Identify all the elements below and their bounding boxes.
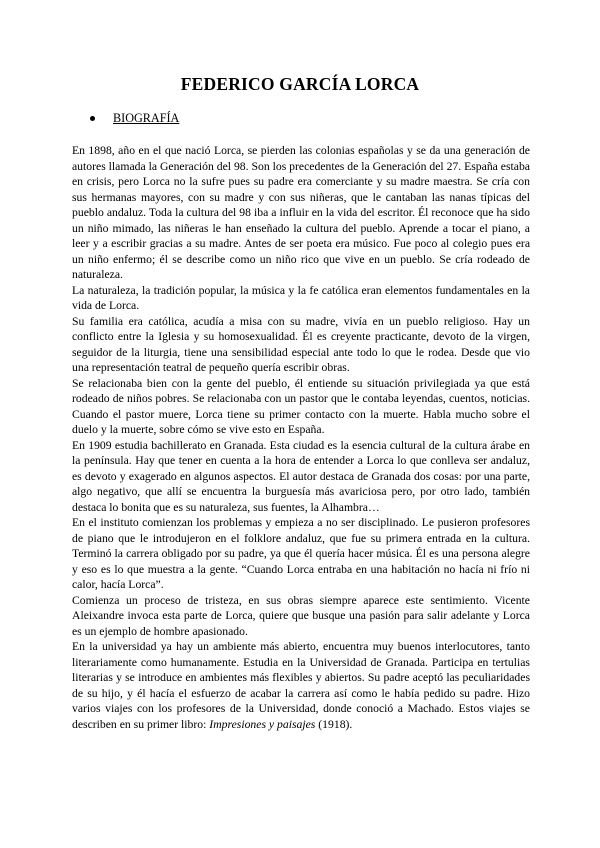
paragraph-text: En la universidad ya hay un ambiente más abierto, encuentra muy buenos interlocutores, tanto literariamente como humanamente. Estudia en la Universidad de Granada. Participa en tertulias literarias y se introduce en ambientes más flexibles y abiertos. Su padre aceptó las peculiaridades de su hijo, y él hacía el esfuerzo de acabar la carrera así como le había pedido su padre. Hizo varios viajes con los profesores de la Universidad, donde conoció a Machado. Estos viajes se describen en su primer libro: [72, 640, 530, 731]
paragraph: En 1898, año en el que nació Lorca, se pierden las colonias españolas y se da una generación de autores llamada la Generación del 98. Son los precedentes de la Generación del 27. España estaba en crisis, pero Lorca no la sufre pues su padre era comerciante y su madre maestra. Se cría con sus hermanas mayores, con su madre y con sus niñeras, que le cantaban las nanas típicas del pueblo andaluz. Toda la cultura del 98 iba a influir en la vida del escritor. Él reconoce que ha sido un niño mimado, las niñeras le han enseñado la cultura del pueblo. Aprende a tocar el piano, a leer y a escribir gracias a su madre. Antes de ser poeta era músico. Fue poco al colegio pues era un niño enfermo; él se describe como un niño rico que vive en un pueblo. Se cría rodeado de naturaleza. [72, 144, 530, 281]
book-year: (1918). [315, 717, 353, 731]
page-title: FEDERICO GARCÍA LORCA [180, 74, 420, 94]
paragraph: Su familia era católica, acudía a misa con su madre, vivía en un pueblo religioso. Hay un conflicto entre la Iglesia y su homosexualidad. Él es creyente practicante, devoto de la virgen, seguidor de la liturgia, tiene una sensibilidad especial ante todo lo que le rodea. Desde que vio una representación teatral de pequeño quería escribir obras. [72, 314, 530, 374]
paragraph: La naturaleza, la tradición popular, la música y la fe católica eran elementos fundamentales en la vida de Lorca. [72, 283, 530, 312]
paragraph: En el instituto comienzan los problemas y empieza a no ser disciplinado. Le pusieron profesores de piano que le introdujeron en el folklore andaluz, que fue su primera entrada en la cultura. Terminó la carrera obligado por su padre, ya que él quería hacer música. Él es una persona alegre y eso es lo que muestra a la gente. “Cuando Lorca entraba en una habitación no hacía ni frío ni calor, hacía Lorca”. [72, 516, 530, 591]
biography-text [72, 143, 530, 732]
section-label: BIOGRAFÍA [113, 111, 180, 125]
paragraph: Se relacionaba bien con la gente del pueblo, él entiende su situación privilegiada ya que está rodeado de niños pobres. Se relacionaba con un pastor que le contaba leyendas, cuentos, noticias. Cuando el pastor muere, Lorca tiene su primer contacto con la muerte. Habla mucho sobre el duelo y la muerte, sobre cómo se vive esto en España. [72, 376, 530, 436]
book-title: Impresiones y paisajes [209, 717, 316, 731]
paragraph: En 1909 estudia bachillerato en Granada. Esta ciudad es la esencia cultural de la cultura árabe en la península. Hay que tener en cuenta a la hora de entender a Lorca lo que conlleva ser andaluz, es devoto y exagerado en algunos aspectos. El autor destaca de Granada dos cosas: por una parte, algo negativo, que allí se encuentra la burguesía más avariciosa pero, por otro lado, también destaca lo bonita que es su naturaleza, sus fuentes, la Alhambra… [72, 438, 530, 514]
bullet-icon [90, 116, 95, 121]
paragraph-last [72, 639, 530, 732]
section-heading [90, 111, 179, 126]
paragraph: Comienza un proceso de tristeza, en sus obras siempre aparece este sentimiento. Vicente Aleixandre invoca esta parte de Lorca, quiere que busque una pasión para salir adelante y Lorca es un ejemplo de hombre apasionado. [72, 593, 530, 638]
